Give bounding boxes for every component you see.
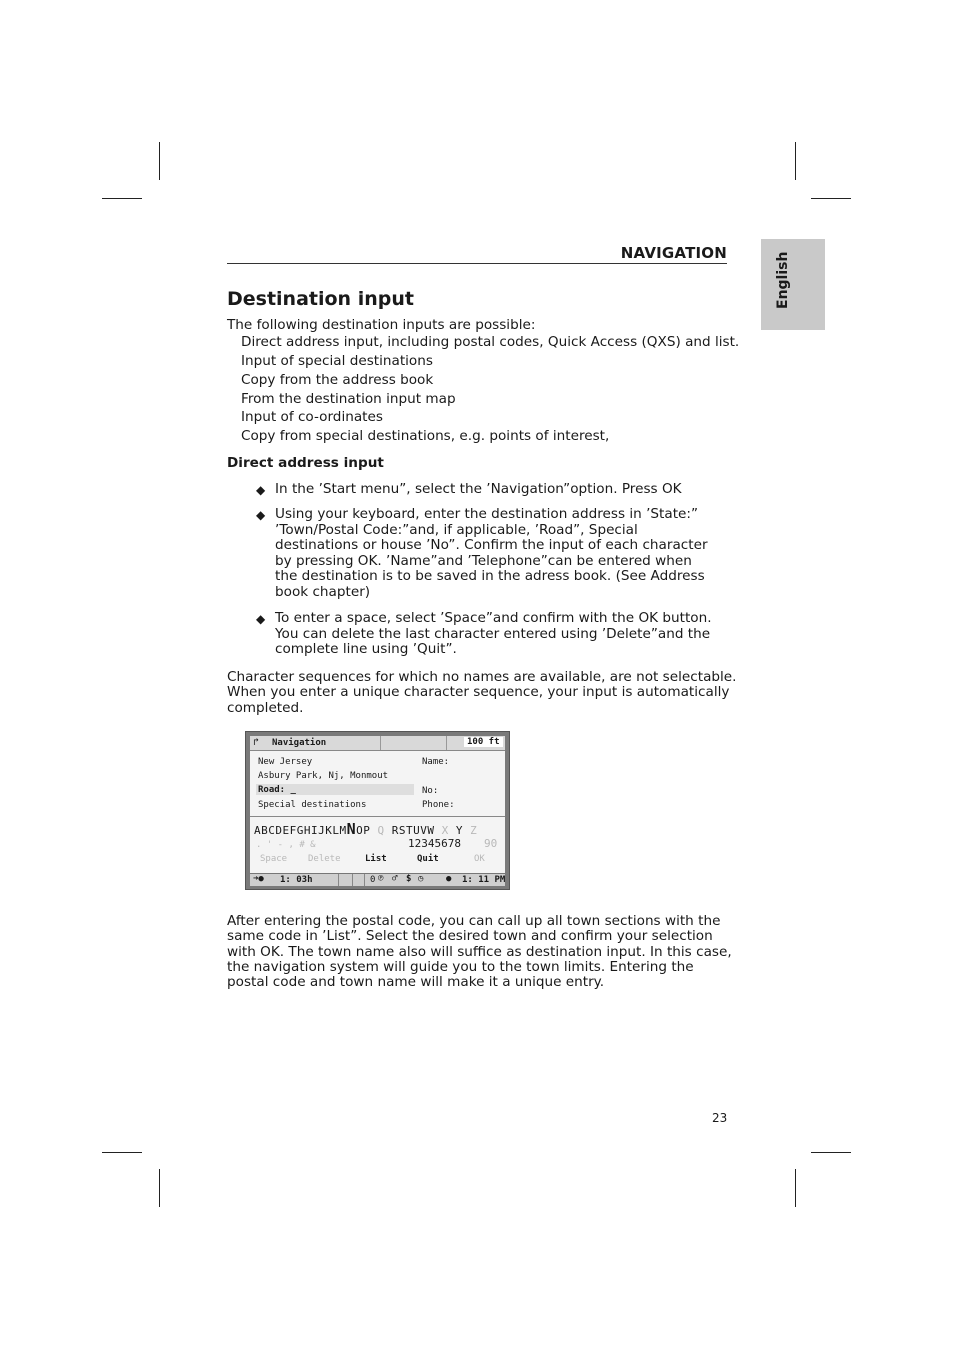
scale-indicator: 100 ft [464,737,503,747]
page-title: Destination input [227,288,414,310]
person-icon: ℗ [378,874,384,884]
bullet-line: You can delete the last character entered using ’Delete”and the [275,625,711,642]
paragraph-line: completed. [227,700,304,716]
distance-value: 0 [370,875,376,885]
divider [338,874,339,886]
input-option: Input of co-ordinates [241,409,383,425]
bullet-line: the destination is to be saved in the adress book. (See Address [275,568,705,585]
digit-keys[interactable]: 12345678 [408,837,461,850]
bullet-line: book chapter) [275,583,371,600]
bullet-line: In the ’Start menu”, select the ’Navigation”option. Press OK [275,481,682,497]
letter-keys[interactable]: RSTUVW [391,824,435,837]
dollar-icon: $ [406,874,412,884]
clock-icon: ◷ [418,874,424,884]
intro-text: The following destination inputs are possible: [227,317,536,333]
paragraph-line: Character sequences for which no names are available, are not selectable. [227,669,737,685]
paragraph-line: When you enter a unique character sequence, your input is automatically [227,684,730,700]
bullet-item [275,482,715,498]
crop-mark [159,1169,160,1207]
paragraph-line: with OK. The town name also will suffice as destination input. In this case, [227,944,732,960]
page-number: 23 [712,1111,728,1125]
delete-button: Delete [308,854,341,864]
quit-button[interactable]: Quit [417,854,439,864]
paragraph-line: After entering the postal code, you can call up all town sections with the [227,913,721,929]
clock-time: 1: 11 PM [462,875,506,885]
divider [380,736,381,750]
symbol-keys: . ' - , # & [256,840,316,850]
list-button[interactable]: List [365,854,387,864]
route-arrow-icon: ➜● [253,874,264,884]
time-remaining: 1: 03h [280,875,313,885]
disabled-digit-keys: 90 [484,837,498,850]
house-number-field[interactable]: No: [422,786,439,796]
dot-icon: ● [446,874,452,884]
space-button: Space [260,854,288,864]
input-option: Input of special destinations [241,353,433,369]
bullet-line: To enter a space, select ’Space”and confirm with the OK button. [275,610,712,626]
bullet-line: Using your keyboard, enter the destination address in ’State:” [275,506,699,522]
bullet-line: complete line using ’Quit”. [275,641,457,658]
input-option: From the destination input map [241,391,456,407]
phone-field[interactable]: Phone: [422,800,455,810]
town-field[interactable]: Asbury Park, Nj, Monmout [258,771,389,781]
crop-mark [811,1152,851,1153]
input-option: Copy from the address book [241,372,434,388]
bullet-line: destinations or house ’No”. Confirm the input of each character [275,537,708,554]
screen-display [250,736,505,885]
letter-keys[interactable]: ABCDEFGHIJKLM [254,824,347,837]
subheading: Direct address input [227,455,384,471]
diamond-bullet-icon: ◆ [256,508,266,522]
navigation-screenshot [245,731,510,890]
navigation-arrow-icon: ↱ [253,737,260,748]
divider [352,874,353,886]
paragraph-line: the navigation system will guide you to the town limits. Entering the [227,959,694,975]
special-destinations-field[interactable]: Special destinations [258,800,367,810]
section-header: NAVIGATION [620,244,727,262]
screen-title: Navigation [272,738,327,748]
bullet-line: by pressing OK. ’Name”and ’Telephone”can be entered when [275,552,692,569]
selected-letter-key[interactable]: N [346,820,357,838]
screen-title-bar [250,736,505,751]
crop-mark [159,142,160,180]
input-option: Copy from special destinations, e.g. points of interest, [241,428,610,444]
crop-mark [102,1152,142,1153]
ok-button: OK [474,854,485,864]
letter-key[interactable]: Y [455,824,463,837]
road-field[interactable]: Road: _ [258,785,296,795]
disabled-letter-key: Z [470,824,478,837]
letter-keys[interactable]: OP [356,824,371,837]
gender-icon: ♂ [392,874,398,884]
state-field[interactable]: New Jersey [258,757,313,767]
disabled-letter-key: X [441,824,449,837]
bullet-item [275,611,715,658]
crop-mark [811,198,851,199]
paragraph-line: same code in ’List”. Select the desired town and confirm your selection [227,928,713,944]
divider [446,736,447,750]
input-option: Direct address input, including postal codes, Quick Access (QXS) and list. [241,334,740,350]
divider [364,874,365,886]
language-tab-label: English [775,251,791,309]
bullet-line: ’Town/Postal Code:”and, if applicable, ’Road”, Special [275,521,638,538]
language-tab [761,239,825,330]
divider [250,816,505,817]
name-field[interactable]: Name: [422,757,450,767]
disabled-letter-key: Q [377,824,385,837]
diamond-bullet-icon: ◆ [256,483,266,497]
crop-mark [102,198,142,199]
status-bar [250,873,505,886]
crop-mark [795,142,796,180]
crop-mark [795,1169,796,1207]
header-rule [227,263,727,264]
bullet-item [275,507,715,601]
letter-row [254,820,477,838]
diamond-bullet-icon: ◆ [256,612,266,626]
paragraph-line: postal code and town name will make it a unique entry. [227,974,605,990]
